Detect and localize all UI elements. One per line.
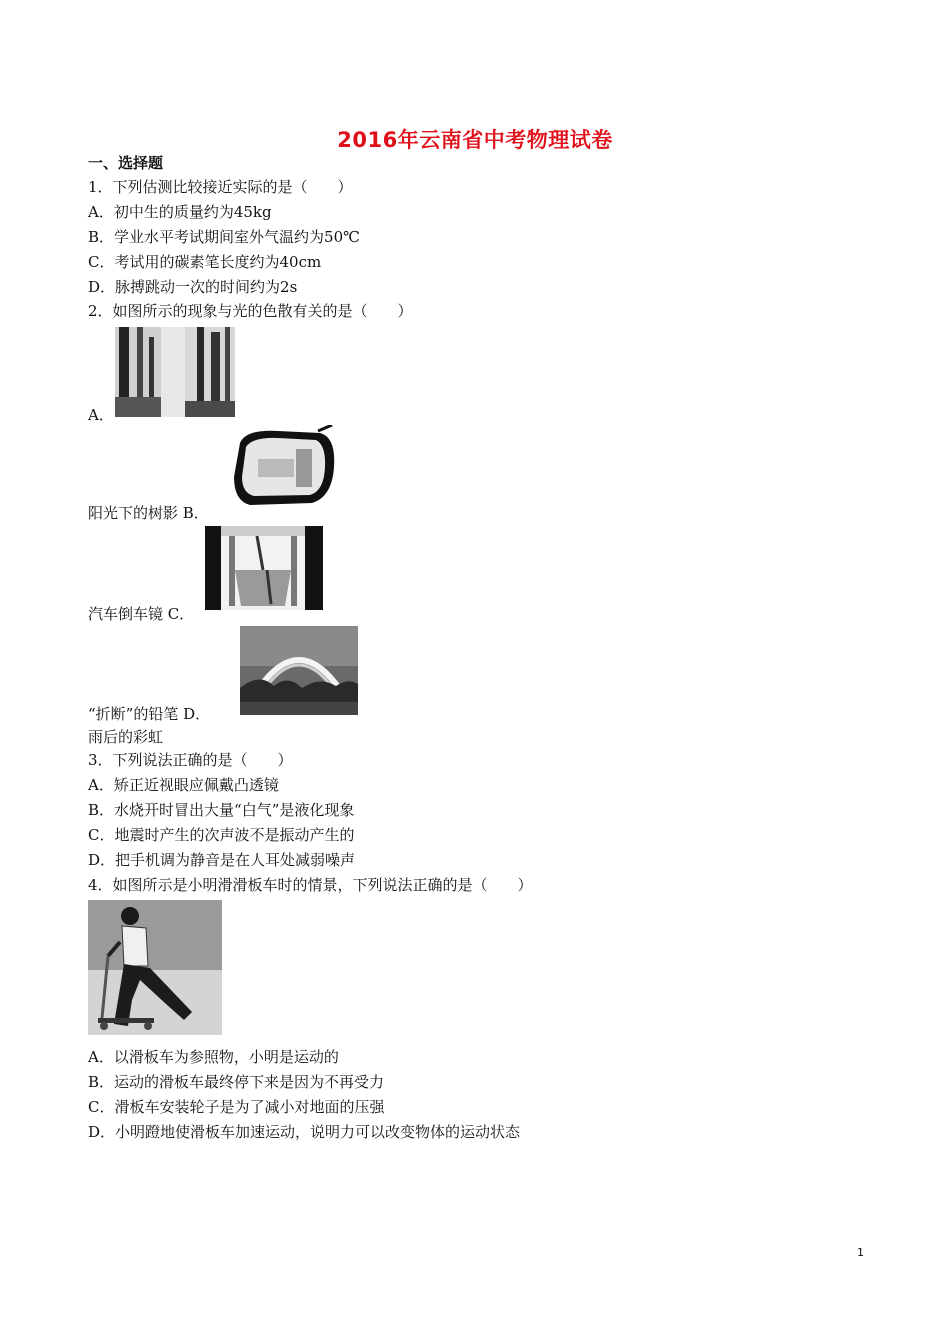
q1-option-c: C．考试用的碳素笔长度约为40cm bbox=[88, 253, 322, 271]
q3-stem: 3．下列说法正确的是（ ） bbox=[88, 751, 293, 769]
q1-option-b: B．学业水平考试期间室外气温约为50℃ bbox=[88, 228, 360, 246]
q4-option-b: B．运动的滑板车最终停下来是因为不再受力 bbox=[88, 1073, 385, 1091]
page-title: 2016年云南省中考物理试卷 bbox=[337, 128, 613, 152]
q1-option-d: D．脉搏跳动一次的时间约为2s bbox=[88, 278, 298, 296]
q3-option-b: B．水烧开时冒出大量“白气”是液化现象 bbox=[88, 801, 355, 819]
q3-option-c: C．地震时产生的次声波不是振动产生的 bbox=[88, 826, 355, 844]
q1-stem: 1．下列估测比较接近实际的是（ ） bbox=[88, 178, 353, 196]
section-heading: 一、选择题 bbox=[88, 154, 164, 172]
q2-option-a-label: A． bbox=[88, 406, 114, 424]
q3-option-d: D．把手机调为静音是在人耳处减弱噪声 bbox=[88, 851, 356, 869]
q2-caption-c-label-d: “折断”的铅笔 D． bbox=[88, 705, 211, 723]
q4-option-c: C．滑板车安装轮子是为了减小对地面的压强 bbox=[88, 1098, 385, 1116]
page-number: 1 bbox=[857, 1246, 864, 1259]
q2-stem: 2．如图所示的现象与光的色散有关的是（ ） bbox=[88, 302, 413, 320]
q4-option-a: A．以滑板车为参照物，小明是运动的 bbox=[88, 1048, 339, 1066]
q4-stem: 4．如图所示是小明滑滑板车时的情景，下列说法正确的是（ ） bbox=[88, 876, 533, 894]
bent-pencil-photo bbox=[205, 526, 323, 610]
q4-option-d: D．小明蹬地使滑板车加速运动，说明力可以改变物体的运动状态 bbox=[88, 1123, 521, 1141]
q1-option-a: A．初中生的质量约为45kg bbox=[88, 203, 272, 221]
q2-caption-a-label-b: 阳光下的树影 B． bbox=[88, 504, 209, 522]
rainbow-photo bbox=[240, 626, 358, 715]
tree-shadow-photo bbox=[115, 327, 235, 417]
scooter-boy-photo bbox=[88, 900, 222, 1035]
q2-caption-d: 雨后的彩虹 bbox=[88, 728, 164, 746]
q2-caption-b-label-c: 汽车倒车镜 C． bbox=[88, 605, 195, 623]
car-mirror-photo bbox=[228, 425, 338, 510]
q3-option-a: A．矫正近视眼应佩戴凸透镜 bbox=[88, 776, 279, 794]
